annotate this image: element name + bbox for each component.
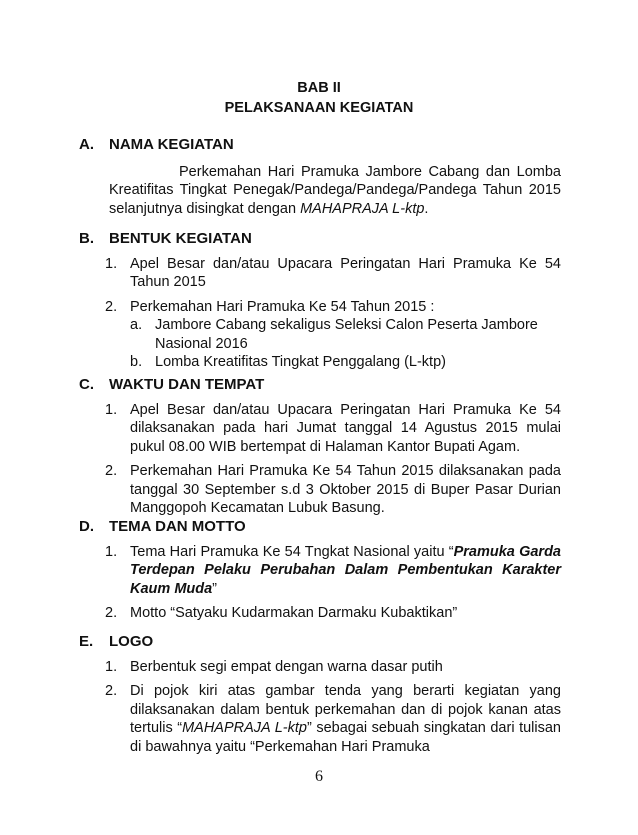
section-d-letter: D. — [79, 518, 94, 535]
chapter-heading — [0, 78, 638, 118]
theme-close-quote: ” — [212, 580, 218, 597]
section-d-title: TEMA DAN MOTTO — [109, 518, 246, 535]
chapter-number: BAB II — [297, 80, 341, 96]
section-d-item-1 — [105, 543, 561, 599]
theme-title: Pramuka Garda Terdepan Pelaku Perubahan Dalam Pembentukan Karakter Kaum Muda — [130, 543, 561, 597]
sublist-text: Jambore Cabang sekaligus Seleksi Calon Peserta Jambore Nasional 2016 — [155, 317, 538, 352]
list-text: Apel Besar dan/atau Upacara Peringatan Hari Pramuka Ke 54 dilaksanakan pada hari Jumat tanggal 14 Agustus 2015 mulai pukul 08.00 WIB bertempat di Halaman Kantor Bupati Agam. — [130, 401, 561, 455]
section-b — [79, 230, 561, 372]
section-c-item-1 — [105, 401, 561, 457]
chapter-title: PELAKSANAAN KEGIATAN — [224, 100, 414, 116]
section-e-heading — [79, 633, 561, 652]
section-e-item-1 — [105, 658, 561, 677]
section-b-letter: B. — [79, 230, 94, 247]
list-text: Apel Besar dan/atau Upacara Peringatan Hari Pramuka Ke 54 Tahun 2015 — [130, 255, 561, 290]
section-e-title: LOGO — [109, 633, 154, 650]
list-number: 1. — [105, 658, 118, 675]
section-b-subitem-b — [130, 353, 561, 372]
section-b-subitem-a — [130, 316, 561, 353]
section-a-abbrev: MAHAPRAJA L-ktp — [300, 200, 425, 217]
list-text: Motto “Satyaku Kudarmakan Darmaku Kubaktikan” — [130, 605, 458, 621]
section-d-item-2 — [105, 604, 561, 623]
section-b-item-2 — [105, 298, 561, 317]
section-e-item-2 — [105, 682, 561, 756]
list-number: 2. — [105, 298, 118, 315]
logo-abbrev: MAHAPRAJA L-ktp — [182, 720, 307, 736]
section-a-end: . — [424, 200, 429, 217]
page-number: 6 — [315, 768, 323, 785]
section-a-letter: A. — [79, 136, 94, 153]
sublist-letter: a. — [130, 317, 143, 333]
list-number: 1. — [105, 543, 118, 560]
section-a-heading — [79, 136, 561, 155]
section-c — [79, 376, 561, 518]
list-number: 1. — [105, 401, 118, 418]
list-number: 2. — [105, 683, 118, 699]
section-a-paragraph — [109, 163, 561, 219]
section-d — [79, 518, 561, 623]
section-d-heading — [79, 518, 561, 537]
section-a — [79, 136, 561, 218]
list-number: 1. — [105, 255, 118, 272]
section-b-title: BENTUK KEGIATAN — [109, 230, 252, 247]
section-c-letter: C. — [79, 376, 94, 393]
logo-desc-end: ” sebagai sebuah singkatan dari tulisan di bawahnya yaitu “Perkemahan Hari Pramuka — [130, 720, 561, 755]
list-text — [130, 543, 561, 599]
theme-intro: Tema Hari Pramuka Ke 54 Tngkat Nasional yaitu “ — [130, 543, 454, 560]
section-c-heading — [79, 376, 561, 395]
list-text: Perkemahan Hari Pramuka Ke 54 Tahun 2015 dilaksanakan pada tanggal 30 September s.d 3 Oktober 2015 di Buper Pasar Durian Manggopoh Kecamatan Lubuk Basung. — [130, 463, 561, 516]
list-text: Berbentuk segi empat dengan warna dasar putih — [130, 658, 443, 675]
sublist-text: Lomba Kreatifitas Tingkat Penggalang (L-ktp) — [155, 354, 446, 370]
list-text: Perkemahan Hari Pramuka Ke 54 Tahun 2015 : — [130, 298, 435, 315]
list-number: 2. — [105, 463, 118, 479]
section-b-item-1 — [105, 255, 561, 292]
section-e-letter: E. — [79, 633, 94, 650]
logo-desc-start: Di pojok kiri atas gambar tenda yang berarti kegiatan yang dilaksanakan dalam bentuk perkemahan dan di pojok kanan atas tertulis “ — [130, 683, 561, 736]
list-number: 2. — [105, 605, 118, 621]
section-a-title: NAMA KEGIATAN — [109, 136, 234, 153]
section-c-title: WAKTU DAN TEMPAT — [109, 376, 265, 393]
section-c-item-2 — [105, 462, 561, 518]
section-e — [79, 633, 561, 756]
section-b-heading — [79, 230, 561, 249]
section-a-text: Perkemahan Hari Pramuka Jambore Cabang dan Lomba Kreatifitas Tingkat Penegak/Pandega/Pandega/Pandega Tahun 2015 selanjutnya disingkat dengan — [109, 163, 561, 217]
list-text — [130, 682, 561, 756]
sublist-letter: b. — [130, 354, 143, 370]
